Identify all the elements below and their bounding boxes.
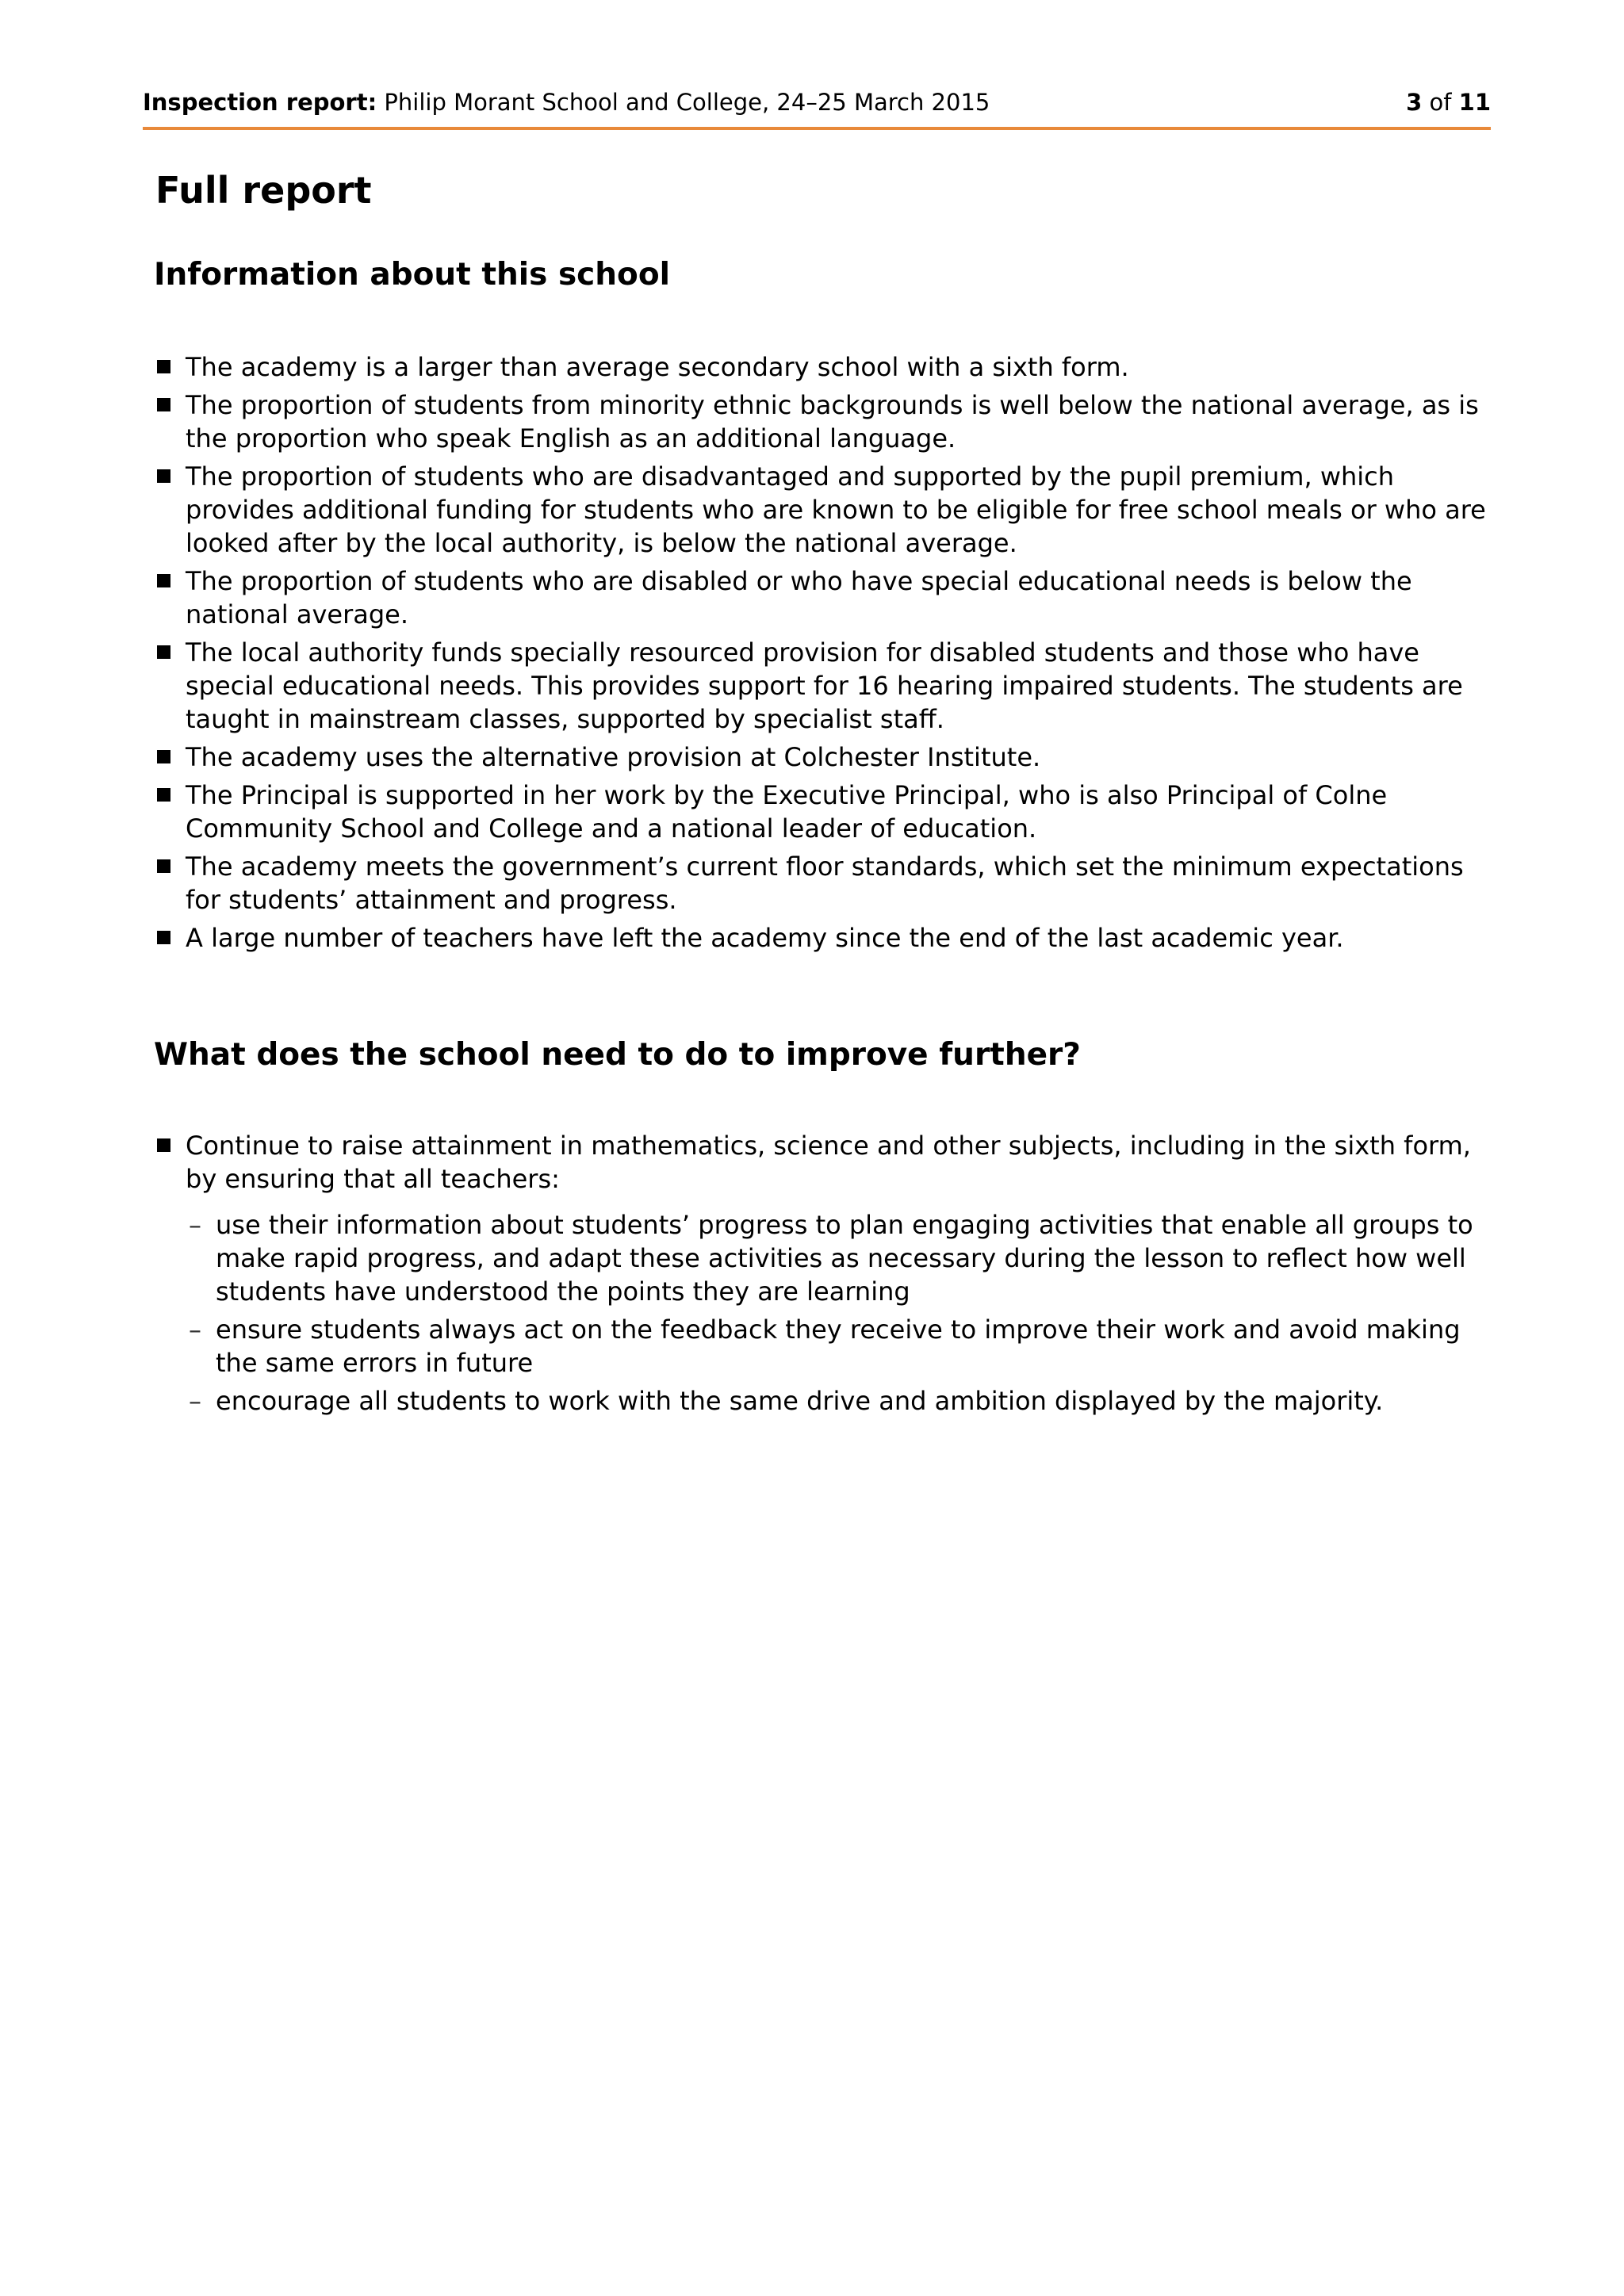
information-list (155, 350, 1491, 959)
list-item-text: The proportion of students from minority ethnic backgrounds is well below the national average, as is the proportion who speak English as an additional language. (186, 390, 1479, 453)
list-item-text: The academy uses the alternative provision at Colchester Institute. (186, 742, 1041, 772)
square-bullet-icon (157, 1138, 170, 1152)
square-bullet-icon (157, 360, 170, 373)
improve-sublist (186, 1208, 1491, 1418)
list-item (155, 1129, 1491, 1418)
page-current: 3 (1406, 89, 1423, 116)
sub-list-item-text: use their information about students’ progress to plan engaging activities that enable all groups to make rapid progress, and adapt these activities as necessary during the lesson to reflect how well students have understood the points they are learning (216, 1210, 1473, 1307)
square-bullet-icon (157, 574, 170, 587)
page-of: of (1429, 89, 1452, 116)
list-item-text: The academy is a larger than average secondary school with a sixth form. (186, 352, 1129, 382)
improve-list (155, 1129, 1491, 1422)
sub-list-item (186, 1208, 1491, 1308)
square-bullet-icon (157, 931, 170, 944)
square-bullet-icon (157, 645, 170, 659)
header-details: Philip Morant School and College, 24–25 March 2015 (384, 89, 990, 116)
dash-bullet-icon: – (189, 1210, 201, 1240)
square-bullet-icon (157, 398, 170, 411)
list-item-text: The proportion of students who are disadvantaged and supported by the pupil premium, which provides additional funding for students who are known to be eligible for free school meals or who are looked after by the local authority, is below the national average. (186, 461, 1486, 558)
list-item (155, 388, 1491, 455)
list-item (155, 460, 1491, 560)
sub-list-item-text: encourage all students to work with the same drive and ambition displayed by the majority. (216, 1386, 1384, 1416)
page-title: Full report (155, 169, 372, 212)
list-item (155, 921, 1491, 955)
dash-bullet-icon: – (189, 1314, 201, 1345)
header-title (143, 82, 990, 122)
list-item (155, 636, 1491, 736)
square-bullet-icon (157, 788, 170, 802)
page-number (1406, 82, 1491, 122)
sub-list-item (186, 1313, 1491, 1380)
list-item (155, 564, 1491, 631)
page-total: 11 (1458, 89, 1491, 116)
header-label: Inspection report: (143, 89, 377, 116)
sub-list-item-text: ensure students always act on the feedback they receive to improve their work and avoid making the same errors in future (216, 1314, 1461, 1378)
list-item-text: The local authority funds specially resourced provision for disabled students and those who have special educational needs. This provides support for 16 hearing impaired students. The students are taught in mainstream classes, supported by specialist staff. (186, 637, 1463, 734)
square-bullet-icon (157, 750, 170, 763)
list-item (155, 740, 1491, 774)
list-item (155, 850, 1491, 916)
list-item-text: The Principal is supported in her work by the Executive Principal, who is also Principal of Colne Community School and College and a national leader of education. (186, 780, 1388, 844)
information-heading: Information about this school (154, 257, 671, 293)
improve-heading: What does the school need to do to improve further? (154, 1037, 1081, 1073)
list-item (155, 779, 1491, 845)
list-item-text: A large number of teachers have left the academy since the end of the last academic year. (186, 923, 1344, 953)
list-item-text: The proportion of students who are disabled or who have special educational needs is below the national average. (186, 566, 1412, 629)
page-header (143, 82, 1491, 130)
list-item-text: Continue to raise attainment in mathematics, science and other subjects, including in the sixth form, by ensuring that all teachers: (186, 1131, 1471, 1194)
square-bullet-icon (157, 859, 170, 873)
sub-list-item (186, 1384, 1491, 1418)
dash-bullet-icon: – (189, 1386, 201, 1416)
list-item-text: The academy meets the government’s current floor standards, which set the minimum expectations for students’ attainment and progress. (186, 851, 1464, 915)
square-bullet-icon (157, 469, 170, 483)
list-item (155, 350, 1491, 384)
